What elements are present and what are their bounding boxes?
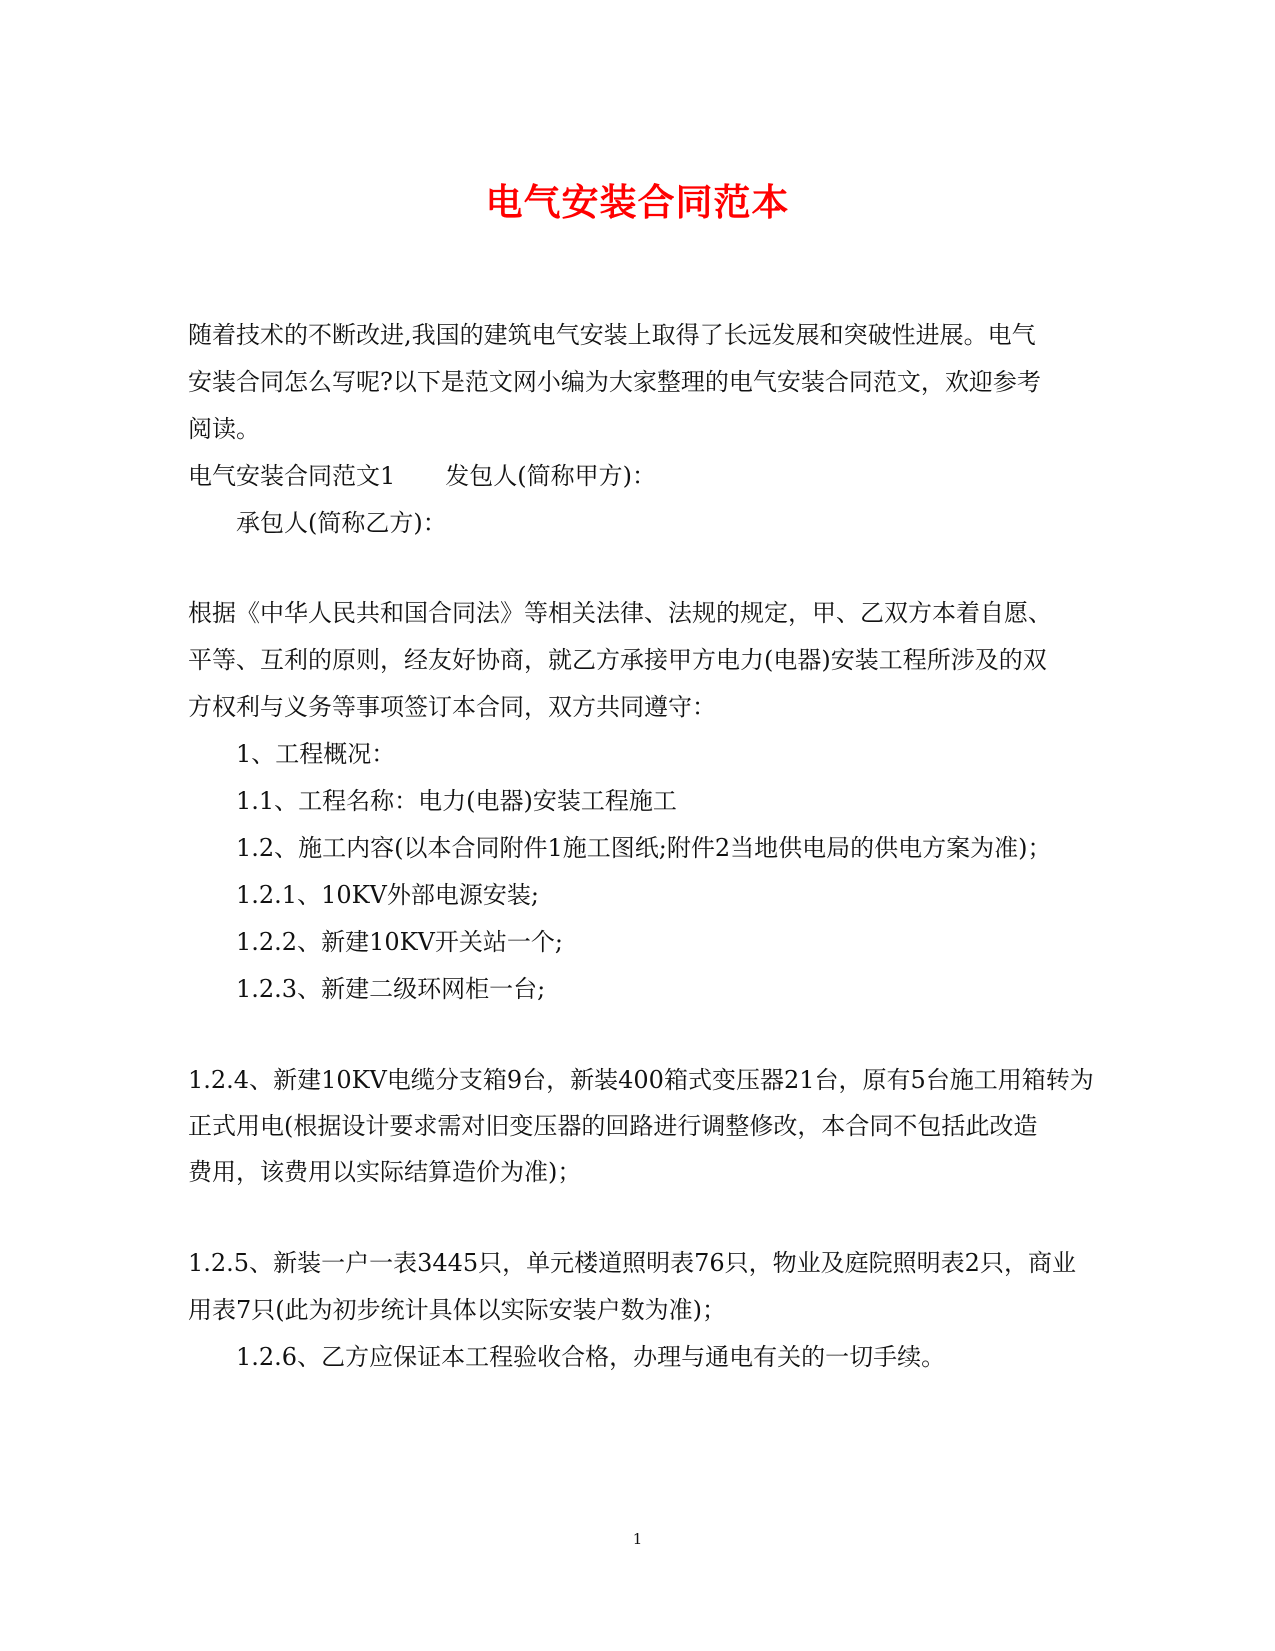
clause-1-2-2: 1.2.2、新建10KV开关站一个; <box>236 928 563 956</box>
clause-1: 1、工程概况： <box>236 740 396 768</box>
sample-heading: 电气安装合同范文1 <box>188 462 396 490</box>
party-a-label: 发包人(简称甲方)： <box>445 462 657 490</box>
preamble-line-1: 根据《中华人民共和国合同法》等相关法律、法规的规定，甲、乙双方本着自愿、 <box>188 599 1052 627</box>
clause-1-2-3: 1.2.3、新建二级环网柜一台; <box>236 975 546 1003</box>
preamble-line-2: 平等、互利的原则，经友好协商，就乙方承接甲方电力(电器)安装工程所涉及的双 <box>188 646 1047 674</box>
clause-1-2-4-line-3: 费用，该费用以实际结算造价为准)； <box>188 1158 582 1186</box>
clause-1-2-4-line-1: 1.2.4、新建10KV电缆分支箱9台，新装400箱式变压器21台，原有5台施工用箱转为 <box>188 1066 1094 1094</box>
intro-line-1: 随着技术的不断改进,我国的建筑电气安装上取得了长远发展和突破性进展。电气 <box>188 321 1036 349</box>
clause-1-2-5-line-2: 用表7只(此为初步统计具体以实际安装户数为准)； <box>188 1296 726 1324</box>
preamble-line-3: 方权利与义务等事项签订本合同，双方共同遵守： <box>188 693 716 721</box>
clause-1-1: 1.1、工程名称：电力(电器)安装工程施工 <box>236 787 677 815</box>
clause-1-2-6: 1.2.6、乙方应保证本工程验收合格，办理与通电有关的一切手续。 <box>236 1343 946 1371</box>
clause-1-2-5-line-1: 1.2.5、新装一户一表3445只，单元楼道照明表76只，物业及庭院照明表2只，商业 <box>188 1249 1076 1277</box>
intro-line-3: 阅读。 <box>188 415 260 443</box>
page-number: 1 <box>632 1530 643 1548</box>
clause-1-2: 1.2、施工内容(以本合同附件1施工图纸;附件2当地供电局的供电方案为准)； <box>236 834 1052 862</box>
sample-heading-row <box>188 461 656 491</box>
clause-1-2-1: 1.2.1、10KV外部电源安装; <box>236 881 539 909</box>
intro-line-2: 安装合同怎么写呢?以下是范文网小编为大家整理的电气安装合同范文，欢迎参考 <box>188 368 1041 396</box>
document-title: 电气安装合同范本 <box>485 180 790 224</box>
party-b-label: 承包人(简称乙方)： <box>236 509 447 537</box>
clause-1-2-4-line-2: 正式用电(根据设计要求需对旧变压器的回路进行调整修改，本合同不包括此改造 <box>188 1112 1038 1140</box>
